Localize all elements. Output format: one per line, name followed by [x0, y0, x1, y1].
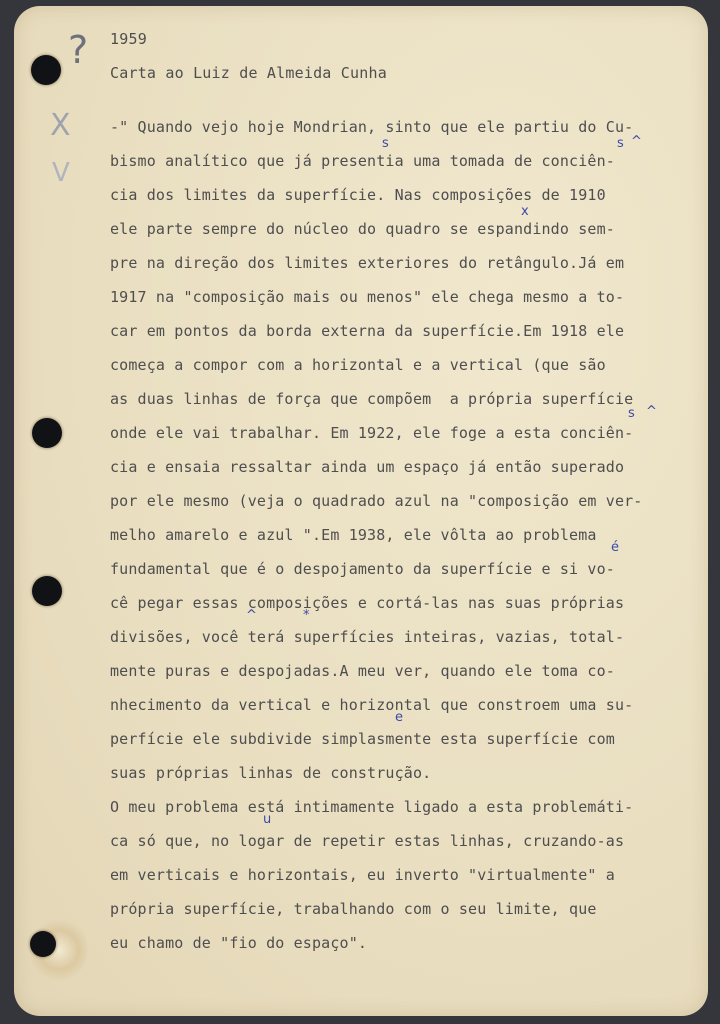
body-line: perfície ele subdivide simplasmente esta superfície com [110, 730, 615, 748]
body-line: suas próprias linhas de construção. [110, 764, 432, 782]
document-title: Carta ao Luiz de Almeida Cunha [110, 64, 387, 82]
body-line: nhecimento da vertical e horizontal que constroem uma su- [110, 696, 634, 714]
body-line: as duas linhas de força que compõem a própria superfície [110, 390, 634, 408]
ink-correction: e [395, 710, 403, 725]
margin-check-mark: V [52, 158, 70, 188]
body-line: pre na direção dos limites exteriores do retângulo.Já em [110, 254, 625, 272]
body-line: cê pegar essas composições e cortá-las nas suas próprias [110, 594, 625, 612]
body-line: fundamental que é o despojamento da superfície e si vo- [110, 560, 615, 578]
body-line: por ele mesmo (veja o quadrado azul na "composição em ver- [110, 492, 643, 510]
body-line: -" Quando vejo hoje Mondrian, sinto que ele partiu do Cu- [110, 118, 634, 136]
ink-correction: x [521, 204, 529, 219]
body-line: ele parte sempre do núcleo do quadro se espandindo sem- [110, 220, 615, 238]
ink-correction: s [382, 136, 389, 151]
letter-body [110, 110, 700, 960]
body-line: onde ele vai trabalhar. Em 1922, ele foge a esta conciên- [110, 424, 634, 442]
body-line: divisões, você terá superfícies inteiras, vazias, total- [110, 628, 625, 646]
ink-correction: ^ [246, 608, 257, 623]
margin-question-mark: ? [68, 28, 89, 72]
punch-hole [31, 55, 61, 85]
body-line: cia dos limites da superfície. Nas composições de 1910 [110, 186, 606, 204]
punch-hole [30, 931, 56, 957]
body-line: começa a compor com a horizontal e a vertical (que são [110, 356, 606, 374]
document-year: 1959 [110, 30, 147, 48]
punch-hole [32, 576, 62, 606]
body-line: própria superfície, trabalhando com o seu limite, que [110, 900, 597, 918]
ink-correction: é [611, 540, 619, 555]
margin-cross-mark: X [50, 108, 71, 143]
body-line: car em pontos da borda externa da superfície.Em 1918 ele [110, 322, 625, 340]
punch-hole [32, 418, 62, 448]
ink-correction: u [263, 812, 272, 827]
body-line: melho amarelo e azul ".Em 1938, ele vôlta ao problema [110, 526, 597, 544]
body-line: O meu problema está intimamente ligado a esta problemáti- [110, 798, 634, 816]
body-line: eu chamo de "fio do espaço". [110, 934, 368, 952]
ink-correction: ^ [631, 134, 642, 149]
body-line: cia e ensaia ressaltar ainda um espaço já então superado [110, 458, 625, 476]
ink-correction: * [303, 608, 310, 623]
body-line: bismo analítico que já presentia uma tomada de conciên- [110, 152, 615, 170]
ink-correction: s [628, 406, 635, 421]
body-line: mente puras e despojadas.A meu ver, quando ele toma co- [110, 662, 615, 680]
ink-correction: ^ [646, 404, 657, 419]
body-line: em verticais e horizontais, eu inverto "virtualmente" a [110, 866, 615, 884]
body-line: 1917 na "composição mais ou menos" ele chega mesmo a to- [110, 288, 625, 306]
ink-correction: s [617, 136, 624, 151]
body-line: ca só que, no logar de repetir estas linhas, cruzando-as [110, 832, 625, 850]
